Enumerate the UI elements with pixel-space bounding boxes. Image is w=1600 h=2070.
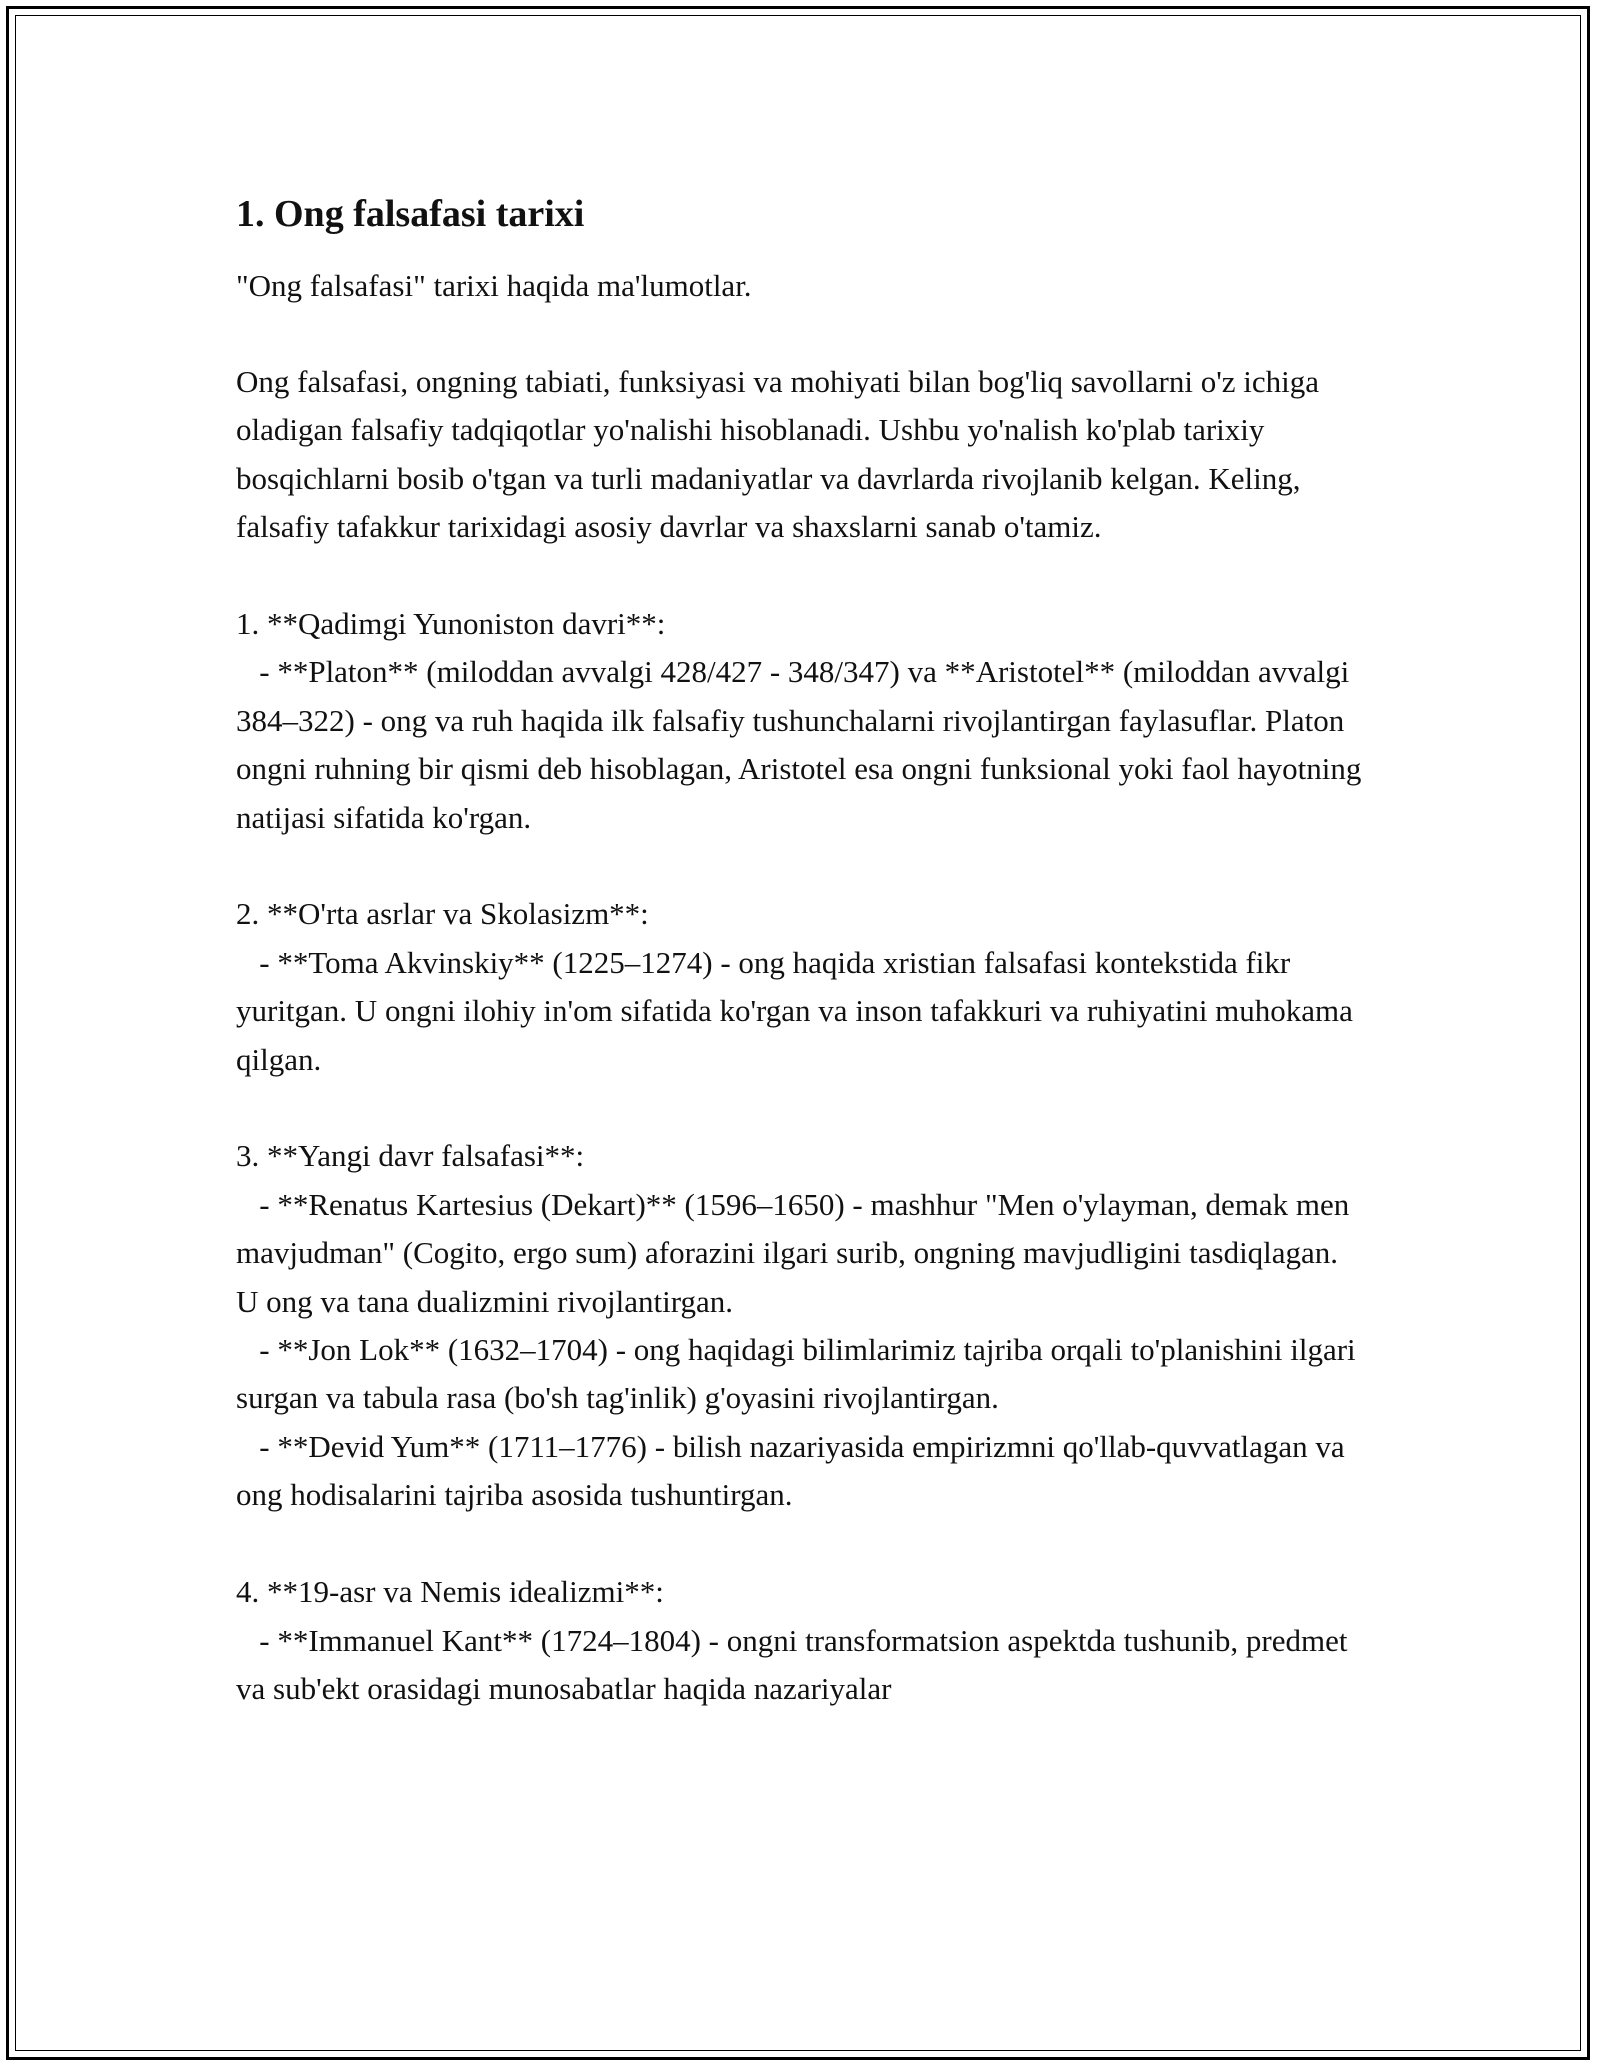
section-item: - **Toma Akvinskiy** (1225–1274) - ong haqida xristian falsafasi kontekstida fikr yuritgan. U ongni ilohiy in'om sifatida ko'rgan va inson tafakkuri va ruhiyatini muhokama qilgan.: [236, 944, 1361, 1077]
section-item: - **Jon Lok** (1632–1704) - ong haqidagi bilimlarimiz tajriba orqali to'planishini ilgari surgan va tabula rasa (bo'sh tag'inlik) g'oyasini rivojlantirgan.: [236, 1332, 1364, 1416]
section-heading: 3. **Yangi davr falsafasi**:: [236, 1138, 585, 1174]
section-item: - **Immanuel Kant** (1724–1804) - ongni transformatsion aspektda tushunib, predmet va sub'ekt orasidagi munosabatlar haqida nazariyalar: [236, 1622, 1356, 1706]
section-german-idealism: [236, 1568, 1366, 1713]
section-ancient-greece: [236, 600, 1370, 842]
section-modern-philosophy: [236, 1132, 1366, 1519]
section-heading: 1. **Qadimgi Yunoniston davri**:: [236, 606, 666, 642]
section-item: - **Platon** (miloddan avvalgi 428/427 - 348/347) va **Aristotel** (miloddan avvalgi 384–322) - ong va ruh haqida ilk falsafiy tushunchalarni rivojlantirgan faylasuflar. Platon ongni ruhning bir qismi deb hisoblagan, Aristotel esa ongni funksional yoki faol hayotning natijasi sifatida ko'rgan.: [236, 654, 1370, 835]
intro-paragraph: Ong falsafasi, ongning tabiati, funksiyasi va mohiyati bilan bog'liq savollarni o'z ichiga oladigan falsafiy tadqiqotlar yo'nalishi hisoblanadi. Ushbu yo'nalish ko'plab tarixiy bosqichlarni bosib o'tgan va turli madaniyatlar va davrlarda rivojlanib kelgan. Keling, falsafiy tafakkur tarixidagi asosiy davrlar va shaxslarni sanab o'tamiz.: [236, 364, 1327, 545]
document-body: [236, 188, 1370, 1762]
section-heading: 4. **19-asr va Nemis idealizmi**:: [236, 1574, 664, 1610]
document-title: 1. Ong falsafasi tarixi: [236, 193, 585, 235]
section-item: - **Devid Yum** (1711–1776) - bilish nazariyasida empirizmni qo'llab-quvvatlagan va ong hodisalarini tajriba asosida tushuntirgan.: [236, 1428, 1353, 1513]
document-subtitle: "Ong falsafasi" tarixi haqida ma'lumotlar.: [236, 268, 752, 303]
section-item: - **Renatus Kartesius (Dekart)** (1596–1650) - mashhur "Men o'ylayman, demak men mavjudman" (Cogito, ergo sum) aforazini ilgari surib, ongning mavjudligini tasdiqlagan. U ong va tana dualizmini rivojlantirgan.: [236, 1186, 1358, 1319]
section-heading: 2. **O'rta asrlar va Skolasizm**:: [236, 896, 649, 932]
section-middle-ages: [236, 890, 1366, 1084]
